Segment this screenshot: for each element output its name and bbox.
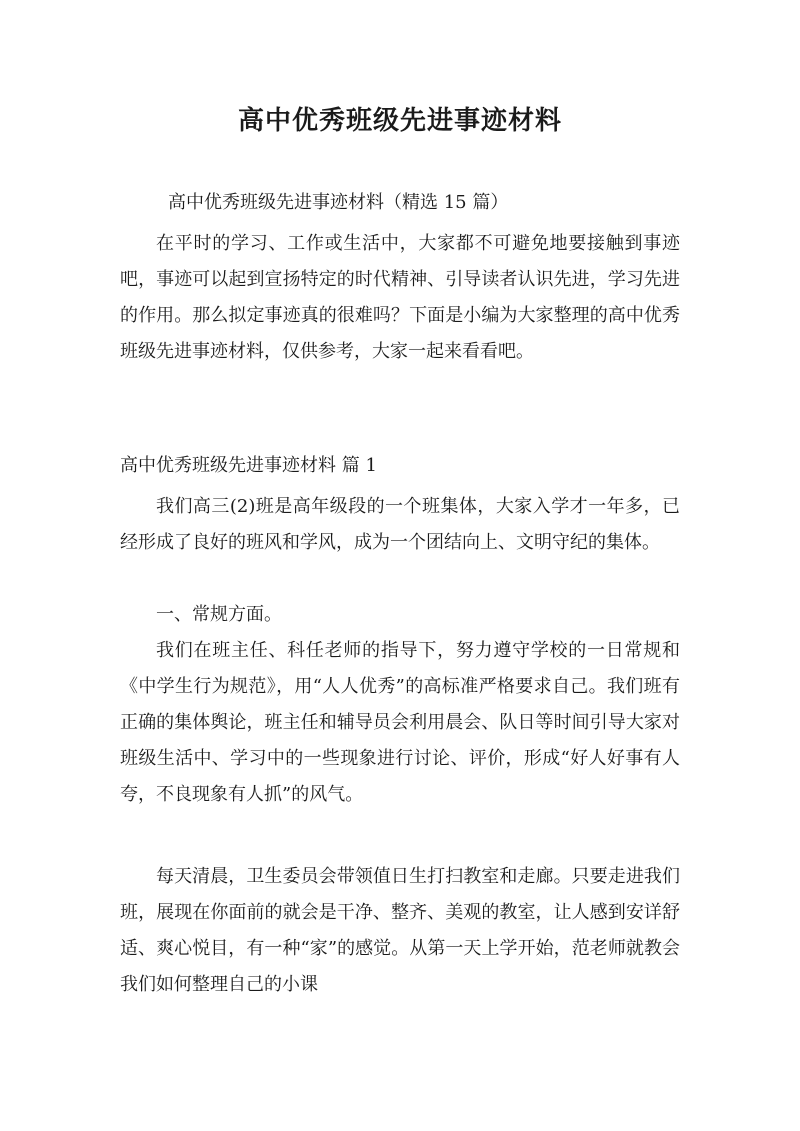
section-heading: 高中优秀班级先进事迹材料 篇 1 [120, 455, 377, 476]
section-subheading-routine: 一、常规方面。 [156, 604, 282, 625]
section-paragraph-1: 我们高三(2)班是高年级段的一个班集体，大家入学才一年多，已经形成了良好的班风和学风，成为一个团结向上、文明守纪的集体。 [120, 496, 680, 553]
document-subtitle: 高中优秀班级先进事迹材料（精选 15 篇） [168, 192, 509, 213]
section-paragraph-3: 每天清晨，卫生委员会带领值日生打扫教室和走廊。只要走进我们班，展现在你面前的就会是干净、整齐、美观的教室，让人感到安详舒适、爽心悦目，有一种“家”的感觉。从第一天上学开始，范老师就教会我们如何整理自己的小课 [120, 866, 680, 995]
intro-paragraph: 在平时的学习、工作或生活中，大家都不可避免地要接触到事迹吧，事迹可以起到宣扬特定的时代精神、引导读者认识先进，学习先进的作用。那么拟定事迹真的很难吗？下面是小编为大家整理的高中优秀班级先进事迹材料，仅供参考，大家一起来看看吧。 [120, 233, 680, 362]
document-title: 高中优秀班级先进事迹材料 [237, 106, 562, 136]
section-paragraph-2: 我们在班主任、科任老师的指导下，努力遵守学校的一日常规和《中学生行为规范》，用“人人优秀”的高标准严格要求自己。我们班有正确的集体舆论，班主任和辅导员会利用晨会、队日等时间引导大家对班级生活中、学习中的一些现象进行讨论、评价，形成“好人好事有人夸，不良现象有人抓”的风气。 [120, 640, 680, 805]
